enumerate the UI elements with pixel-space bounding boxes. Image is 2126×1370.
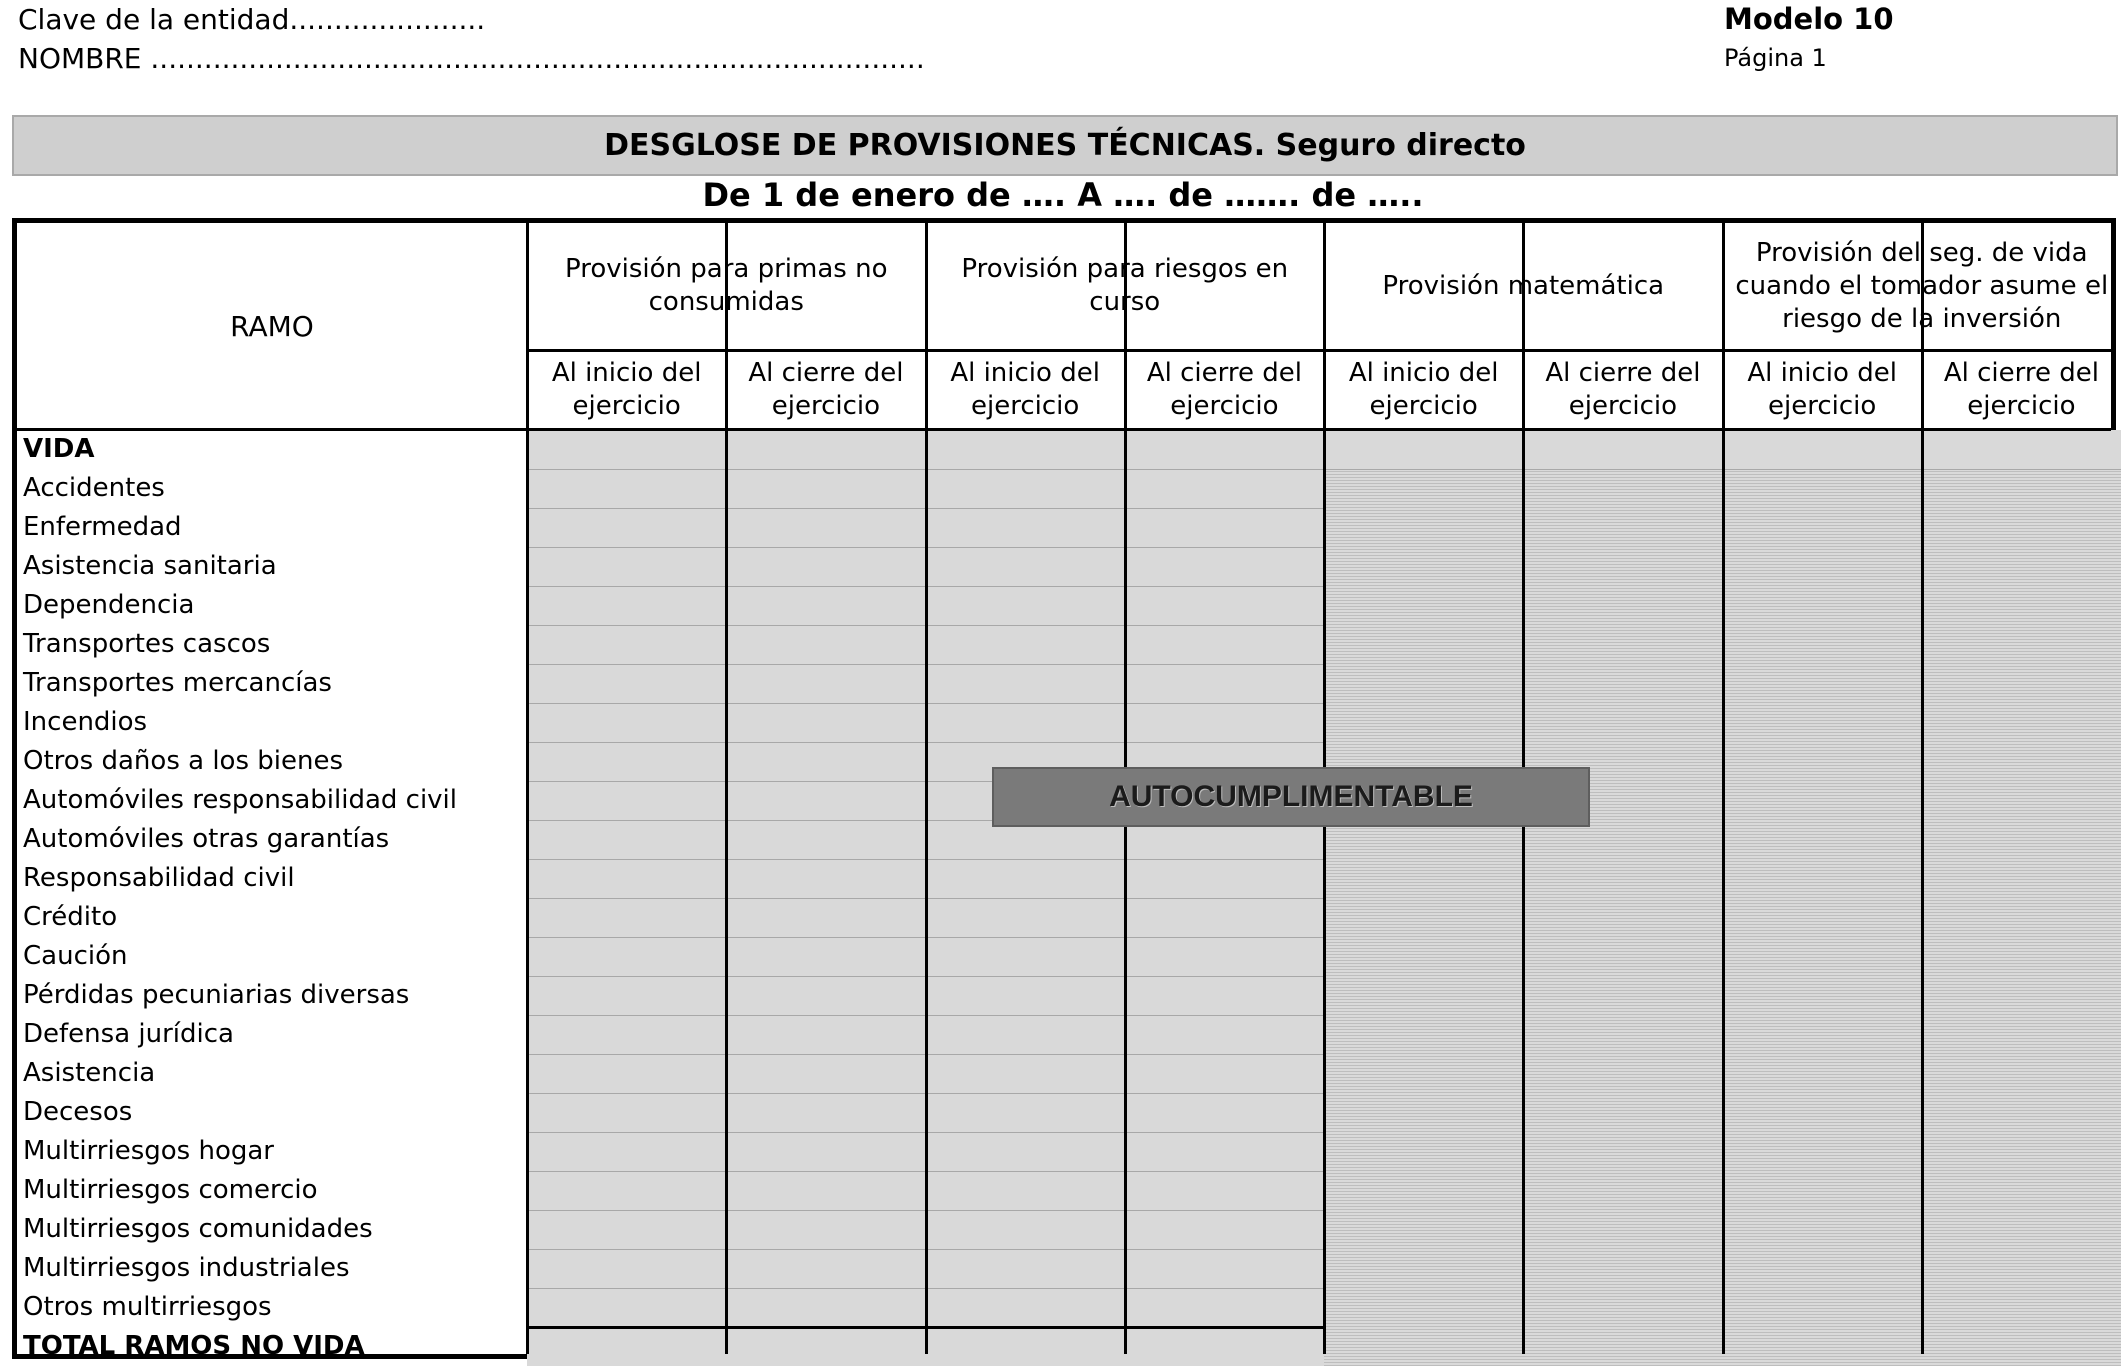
input-cell[interactable] bbox=[726, 1210, 925, 1249]
input-cell[interactable] bbox=[726, 1093, 925, 1132]
input-cell bbox=[1523, 1288, 1722, 1327]
pagina-label: Página 1 bbox=[1724, 44, 1827, 72]
input-cell bbox=[1723, 1171, 1922, 1210]
input-cell bbox=[1922, 937, 2121, 976]
input-cell bbox=[1922, 1210, 2121, 1249]
input-cell bbox=[1723, 703, 1922, 742]
input-cell[interactable] bbox=[527, 937, 726, 976]
input-cell bbox=[1723, 1327, 1922, 1366]
sub-header-inicio: Al inicio del ejercicio bbox=[1348, 357, 1499, 421]
input-cell bbox=[1324, 547, 1523, 586]
sub-header-inicio: Al inicio del ejercicio bbox=[551, 357, 702, 421]
ramo-row-label: Multirriesgos comercio bbox=[23, 1175, 318, 1205]
input-cell[interactable] bbox=[726, 547, 925, 586]
ramo-row-label: Otros multirriesgos bbox=[23, 1292, 272, 1322]
input-cell bbox=[1324, 859, 1523, 898]
input-cell[interactable] bbox=[726, 1132, 925, 1171]
input-cell[interactable] bbox=[726, 1015, 925, 1054]
input-cell bbox=[1723, 1093, 1922, 1132]
input-cell bbox=[1324, 703, 1523, 742]
input-cell bbox=[1723, 1132, 1922, 1171]
input-cell bbox=[1922, 781, 2121, 820]
input-cell bbox=[1523, 1093, 1722, 1132]
input-cell bbox=[1922, 703, 2121, 742]
input-cell bbox=[1723, 1249, 1922, 1288]
input-cell bbox=[1922, 1015, 2121, 1054]
ramo-row-label: Pérdidas pecuniarias diversas bbox=[23, 980, 410, 1010]
nombre-entidad: NOMBRE ....................................................................................... bbox=[18, 42, 925, 75]
input-cell bbox=[1324, 1327, 1523, 1366]
input-cell[interactable] bbox=[1723, 430, 1922, 469]
input-cell[interactable] bbox=[527, 898, 726, 937]
input-cell[interactable] bbox=[1125, 1132, 1324, 1171]
ramo-row-label: Caución bbox=[23, 941, 128, 971]
input-cell bbox=[1324, 625, 1523, 664]
input-cell[interactable] bbox=[527, 625, 726, 664]
ramo-row-label: Multirriesgos comunidades bbox=[23, 1214, 373, 1244]
group-header: Provisión matemática bbox=[1382, 270, 1665, 301]
input-cell[interactable] bbox=[726, 742, 925, 781]
ramo-header: RAMO bbox=[230, 310, 314, 343]
input-cell bbox=[1922, 1249, 2121, 1288]
input-cell[interactable] bbox=[527, 976, 726, 1015]
input-cell bbox=[1723, 1015, 1922, 1054]
input-cell[interactable] bbox=[1523, 430, 1722, 469]
input-cell bbox=[1523, 1171, 1722, 1210]
input-cell bbox=[1723, 742, 1922, 781]
input-cell bbox=[1324, 1093, 1523, 1132]
clave-entidad: Clave de la entidad...................... bbox=[18, 3, 486, 36]
input-cell[interactable] bbox=[527, 1327, 726, 1366]
input-cell[interactable] bbox=[1125, 937, 1324, 976]
input-cell[interactable] bbox=[926, 937, 1125, 976]
input-cell bbox=[1922, 742, 2121, 781]
input-cell[interactable] bbox=[1125, 508, 1324, 547]
ramo-row-label: Decesos bbox=[23, 1097, 133, 1127]
input-cell bbox=[1723, 508, 1922, 547]
ramo-row-label: Accidentes bbox=[23, 473, 165, 503]
input-cell[interactable] bbox=[926, 898, 1125, 937]
input-cell[interactable] bbox=[1125, 1327, 1324, 1366]
input-cell[interactable] bbox=[726, 1171, 925, 1210]
ramo-row-label: Transportes mercancías bbox=[23, 668, 332, 698]
input-cell[interactable] bbox=[926, 1171, 1125, 1210]
input-cell bbox=[1922, 625, 2121, 664]
input-cell[interactable] bbox=[926, 976, 1125, 1015]
ramo-row-label: Automóviles responsabilidad civil bbox=[23, 785, 458, 815]
input-cell bbox=[1523, 625, 1722, 664]
input-cell[interactable] bbox=[926, 547, 1125, 586]
modelo-label: Modelo 10 bbox=[1724, 2, 1894, 36]
input-cell[interactable] bbox=[926, 1210, 1125, 1249]
input-cell[interactable] bbox=[527, 1093, 726, 1132]
input-cell bbox=[1523, 976, 1722, 1015]
input-cell[interactable] bbox=[1125, 625, 1324, 664]
input-cell bbox=[1922, 898, 2121, 937]
input-cell bbox=[1922, 586, 2121, 625]
input-cell bbox=[1324, 976, 1523, 1015]
input-cell bbox=[1523, 859, 1722, 898]
sub-header-inicio: Al inicio del ejercicio bbox=[1747, 357, 1897, 421]
input-cell bbox=[1922, 469, 2121, 508]
input-cell bbox=[1723, 586, 1922, 625]
input-cell[interactable] bbox=[1125, 1054, 1324, 1093]
input-cell[interactable] bbox=[926, 625, 1125, 664]
ramo-row-label: VIDA bbox=[23, 434, 95, 464]
input-cell bbox=[1523, 1327, 1722, 1366]
input-cell[interactable] bbox=[527, 859, 726, 898]
input-cell bbox=[1922, 820, 2121, 859]
sub-header-cierre: Al cierre del ejercicio bbox=[1545, 357, 1701, 421]
input-cell bbox=[1324, 1171, 1523, 1210]
input-cell[interactable] bbox=[926, 508, 1125, 547]
input-cell[interactable] bbox=[1125, 976, 1324, 1015]
input-cell[interactable] bbox=[527, 1249, 726, 1288]
input-cell[interactable] bbox=[926, 1015, 1125, 1054]
input-cell bbox=[1723, 625, 1922, 664]
input-cell bbox=[1523, 586, 1722, 625]
input-cell[interactable] bbox=[527, 664, 726, 703]
input-cell[interactable] bbox=[527, 1171, 726, 1210]
input-cell bbox=[1723, 1210, 1922, 1249]
input-cell[interactable] bbox=[926, 1249, 1125, 1288]
input-cell[interactable] bbox=[527, 586, 726, 625]
input-cell[interactable] bbox=[726, 430, 925, 469]
input-cell[interactable] bbox=[926, 469, 1125, 508]
input-cell[interactable] bbox=[527, 1132, 726, 1171]
input-cell bbox=[1723, 976, 1922, 1015]
input-cell bbox=[1723, 781, 1922, 820]
input-cell[interactable] bbox=[1125, 1288, 1324, 1327]
input-cell[interactable] bbox=[726, 976, 925, 1015]
input-cell bbox=[1723, 664, 1922, 703]
period-line: De 1 de enero de …. A …. de ……. de ….. bbox=[702, 176, 1424, 214]
input-cell bbox=[1523, 1015, 1722, 1054]
input-cell[interactable] bbox=[926, 1327, 1125, 1366]
group-header: Provisión para riesgos en curso bbox=[961, 254, 1289, 317]
input-cell[interactable] bbox=[527, 1015, 726, 1054]
ramo-row-label: Enfermedad bbox=[23, 512, 182, 542]
input-cell[interactable] bbox=[1125, 469, 1324, 508]
input-cell[interactable] bbox=[527, 430, 726, 469]
ramo-row-label: Asistencia sanitaria bbox=[23, 551, 277, 581]
input-cell[interactable] bbox=[926, 1054, 1125, 1093]
input-cell[interactable] bbox=[726, 586, 925, 625]
sub-header-cierre: Al cierre del ejercicio bbox=[1943, 357, 2099, 421]
input-cell[interactable] bbox=[1125, 664, 1324, 703]
input-cell[interactable] bbox=[926, 703, 1125, 742]
input-cell bbox=[1324, 1054, 1523, 1093]
sub-header-inicio: Al inicio del ejercicio bbox=[950, 357, 1100, 421]
input-cell bbox=[1523, 937, 1722, 976]
ramo-row-label: Automóviles otras garantías bbox=[23, 824, 390, 854]
input-cell[interactable] bbox=[926, 586, 1125, 625]
input-cell[interactable] bbox=[1125, 898, 1324, 937]
input-cell[interactable] bbox=[726, 508, 925, 547]
input-cell bbox=[1922, 664, 2121, 703]
sub-header-cierre: Al cierre del ejercicio bbox=[748, 357, 904, 421]
input-cell bbox=[1922, 1132, 2121, 1171]
ramo-row-label: Dependencia bbox=[23, 590, 195, 620]
input-cell[interactable] bbox=[726, 1054, 925, 1093]
input-cell[interactable] bbox=[1125, 1093, 1324, 1132]
input-cell[interactable] bbox=[527, 547, 726, 586]
input-cell bbox=[1723, 898, 1922, 937]
input-cell bbox=[1324, 664, 1523, 703]
input-cell[interactable] bbox=[527, 1054, 726, 1093]
input-cell bbox=[1523, 1054, 1722, 1093]
input-cell[interactable] bbox=[726, 781, 925, 820]
input-cell[interactable] bbox=[1125, 1171, 1324, 1210]
input-cell bbox=[1324, 898, 1523, 937]
input-cell bbox=[1523, 547, 1722, 586]
input-cell bbox=[1324, 1015, 1523, 1054]
input-cell bbox=[1922, 1054, 2121, 1093]
input-cell[interactable] bbox=[527, 469, 726, 508]
input-cell[interactable] bbox=[726, 469, 925, 508]
autocumplimentable-stamp: AUTOCUMPLIMENTABLE bbox=[992, 767, 1590, 827]
input-cell[interactable] bbox=[527, 820, 726, 859]
ramo-row-label: Multirriesgos hogar bbox=[23, 1136, 274, 1166]
input-cell[interactable] bbox=[726, 625, 925, 664]
input-cell[interactable] bbox=[926, 664, 1125, 703]
input-cell[interactable] bbox=[1324, 430, 1523, 469]
input-cell[interactable] bbox=[726, 820, 925, 859]
input-cell bbox=[1523, 703, 1722, 742]
input-cell bbox=[1523, 469, 1722, 508]
input-cell bbox=[1523, 508, 1722, 547]
input-cell bbox=[1723, 820, 1922, 859]
model-header bbox=[1724, 0, 1894, 78]
input-cell[interactable] bbox=[726, 1249, 925, 1288]
input-cell bbox=[1523, 1132, 1722, 1171]
group-header: Provisión del seg. de vida cuando el tomador asume el riesgo de la inversión bbox=[1735, 237, 2109, 334]
input-cell bbox=[1723, 547, 1922, 586]
input-cell bbox=[1723, 1288, 1922, 1327]
input-cell[interactable] bbox=[1125, 1210, 1324, 1249]
input-cell[interactable] bbox=[1125, 1015, 1324, 1054]
input-cell bbox=[1922, 1171, 2121, 1210]
input-cell bbox=[1324, 469, 1523, 508]
input-cell bbox=[1922, 547, 2121, 586]
input-cell[interactable] bbox=[1125, 430, 1324, 469]
input-cell bbox=[1723, 859, 1922, 898]
input-cell[interactable] bbox=[926, 859, 1125, 898]
ramo-row-label: Incendios bbox=[23, 707, 148, 737]
input-cell bbox=[1324, 508, 1523, 547]
group-header: Provisión para primas no consumidas bbox=[565, 254, 888, 317]
input-cell[interactable] bbox=[1125, 1249, 1324, 1288]
ramo-row-label: Defensa jurídica bbox=[23, 1019, 234, 1049]
entity-header bbox=[18, 0, 925, 78]
input-cell bbox=[1324, 1288, 1523, 1327]
input-cell[interactable] bbox=[926, 1093, 1125, 1132]
input-cell[interactable] bbox=[726, 1327, 925, 1366]
input-cell bbox=[1324, 1210, 1523, 1249]
input-cell bbox=[1523, 1249, 1722, 1288]
input-cell[interactable] bbox=[1125, 547, 1324, 586]
input-cell[interactable] bbox=[1125, 859, 1324, 898]
input-cell bbox=[1922, 1288, 2121, 1327]
ramo-row-label: Transportes cascos bbox=[23, 629, 271, 659]
input-cell[interactable] bbox=[726, 937, 925, 976]
input-cell[interactable] bbox=[726, 1288, 925, 1327]
input-cell bbox=[1324, 1132, 1523, 1171]
input-cell bbox=[1324, 586, 1523, 625]
ramo-row-label: Responsabilidad civil bbox=[23, 863, 295, 893]
input-cell bbox=[1723, 469, 1922, 508]
form-title: DESGLOSE DE PROVISIONES TÉCNICAS. Seguro directo bbox=[12, 115, 2118, 176]
input-cell[interactable] bbox=[527, 508, 726, 547]
input-cell bbox=[1922, 1093, 2121, 1132]
ramo-row-label: Asistencia bbox=[23, 1058, 156, 1088]
input-cell[interactable] bbox=[726, 898, 925, 937]
ramo-row-label: Crédito bbox=[23, 902, 118, 932]
input-cell bbox=[1922, 508, 2121, 547]
input-cell[interactable] bbox=[926, 1288, 1125, 1327]
input-cell bbox=[1324, 937, 1523, 976]
input-cell[interactable] bbox=[527, 742, 726, 781]
input-cell[interactable] bbox=[926, 430, 1125, 469]
input-cell bbox=[1523, 898, 1722, 937]
input-cell[interactable] bbox=[527, 1210, 726, 1249]
input-cell bbox=[1922, 976, 2121, 1015]
input-cell[interactable] bbox=[726, 859, 925, 898]
input-cell[interactable] bbox=[527, 781, 726, 820]
input-cell[interactable] bbox=[527, 703, 726, 742]
input-cell bbox=[1922, 1327, 2121, 1366]
input-cell[interactable] bbox=[1125, 586, 1324, 625]
input-cell bbox=[1723, 1054, 1922, 1093]
input-cell bbox=[1723, 937, 1922, 976]
input-cell[interactable] bbox=[1922, 430, 2121, 469]
ramo-row-label: TOTAL RAMOS NO VIDA bbox=[23, 1331, 365, 1361]
ramo-row-label: Otros daños a los bienes bbox=[23, 746, 344, 776]
input-cell[interactable] bbox=[926, 1132, 1125, 1171]
input-cell[interactable] bbox=[1125, 703, 1324, 742]
sub-header-cierre: Al cierre del ejercicio bbox=[1146, 357, 1302, 421]
ramo-row-label: Multirriesgos industriales bbox=[23, 1253, 350, 1283]
input-cell bbox=[1324, 1249, 1523, 1288]
input-cell bbox=[1922, 859, 2121, 898]
input-cell[interactable] bbox=[726, 664, 925, 703]
input-cell[interactable] bbox=[527, 1288, 726, 1327]
input-cell bbox=[1523, 664, 1722, 703]
input-cell bbox=[1523, 1210, 1722, 1249]
input-cell[interactable] bbox=[726, 703, 925, 742]
